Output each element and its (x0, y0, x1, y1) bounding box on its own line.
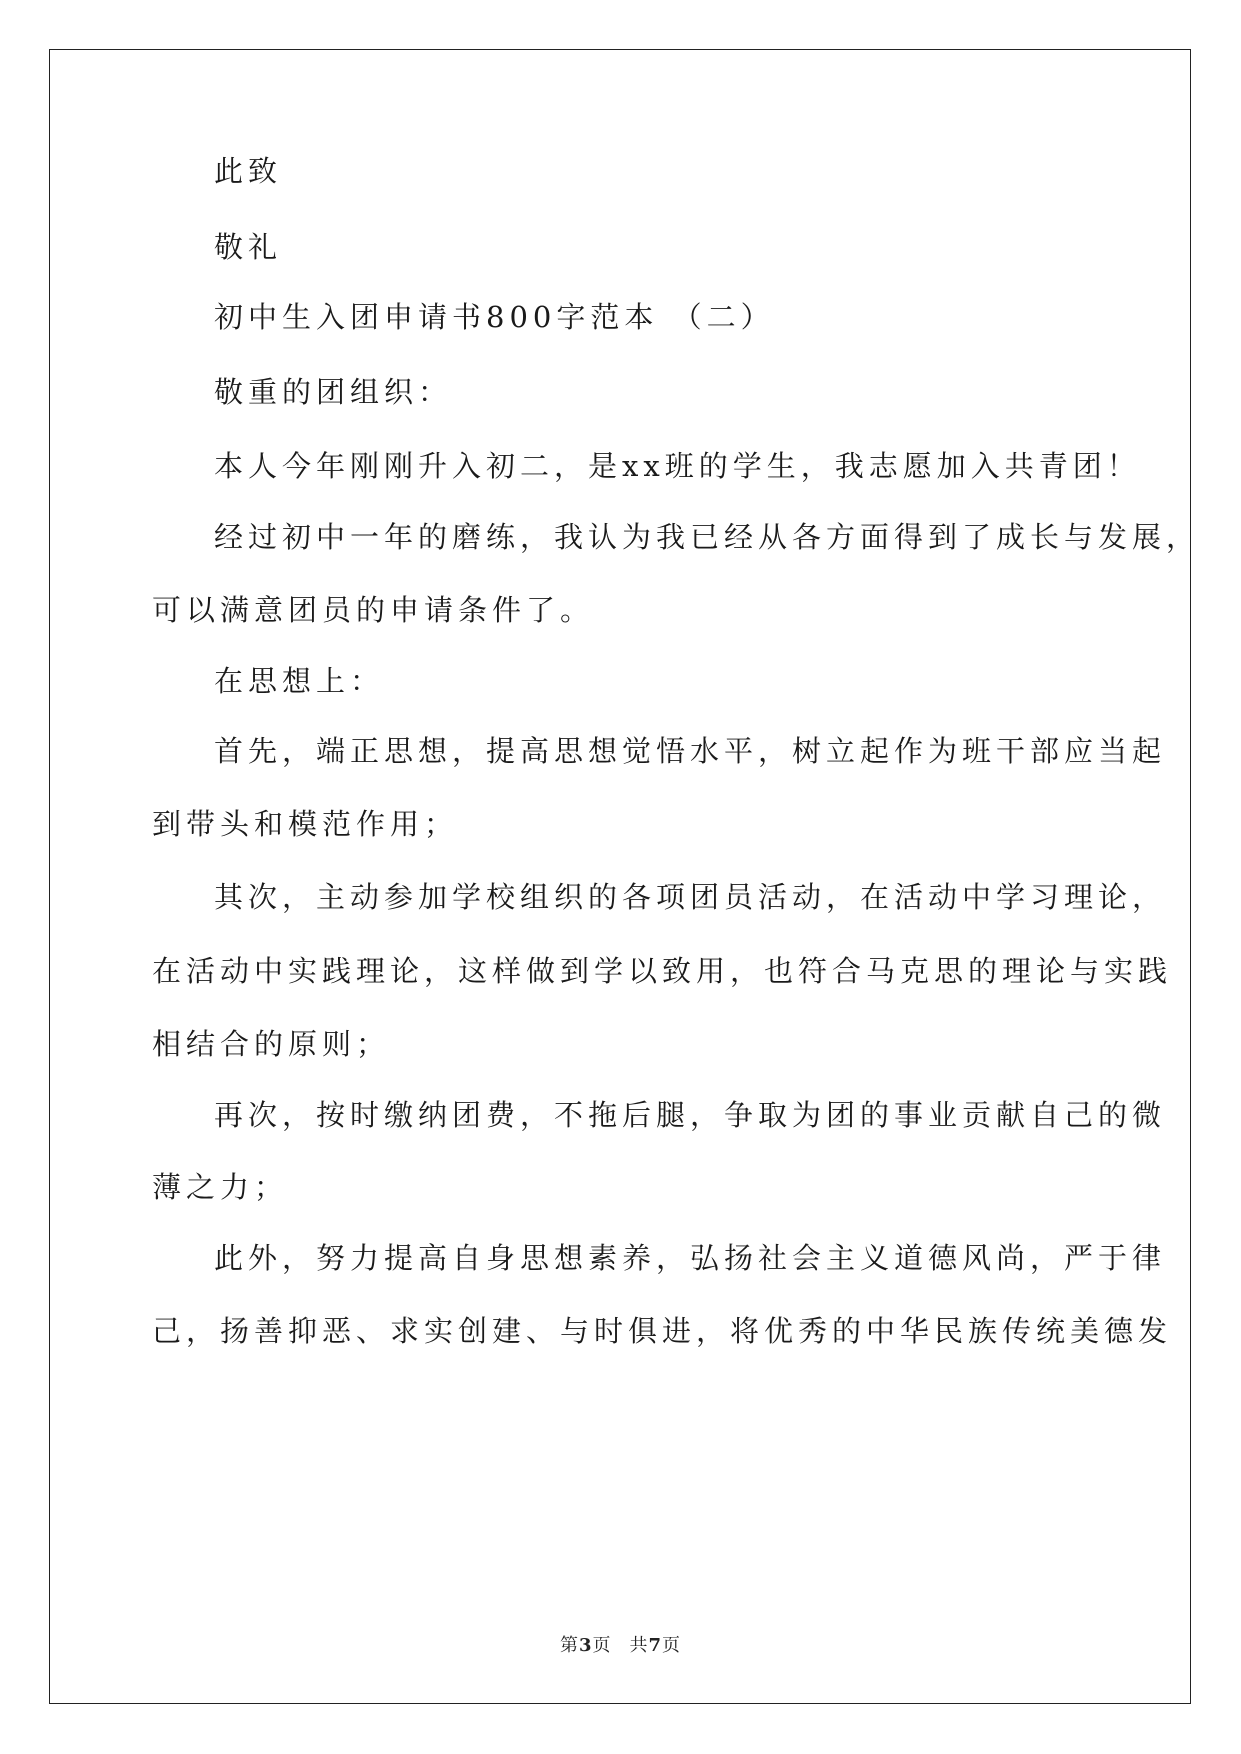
line-6: 经过初中一年的磨练，我认为我已经从各方面得到了成长与发展， (214, 520, 1201, 554)
line-10: 到带头和模范作用； (152, 807, 459, 841)
line-16: 此外，努力提高自身思想素养，弘扬社会主义道德风尚，严于律 (214, 1241, 1167, 1275)
line-15: 薄之力； (152, 1170, 289, 1204)
page-border (49, 49, 1191, 1704)
salutation: 敬重的团组织： (214, 375, 453, 409)
line-12: 在活动中实践理论，这样做到学以致用，也符合马克思的理论与实践 (152, 954, 1173, 988)
footer-page-mid: 页 (592, 1635, 612, 1656)
line-2: 敬礼 (214, 230, 283, 264)
footer-page-prefix: 第 (559, 1635, 579, 1656)
line-11: 其次，主动参加学校组织的各项团员活动，在活动中学习理论， (214, 880, 1167, 914)
line-1: 此致 (214, 154, 283, 188)
line-9: 首先，端正思想，提高思想觉悟水平，树立起作为班干部应当起 (214, 734, 1167, 768)
footer-page-total: 7 (648, 1635, 663, 1656)
page-footer (0, 1631, 1241, 1657)
section-title: 初中生入团申请书800字范本 （二） (214, 300, 775, 334)
line-14: 再次，按时缴纳团费，不拖后腿，争取为团的事业贡献自己的微 (214, 1098, 1167, 1132)
footer-total-prefix: 共 (629, 1635, 649, 1656)
line-13: 相结合的原则； (152, 1027, 391, 1061)
footer-total-suffix: 页 (662, 1635, 682, 1656)
line-7: 可以满意团员的申请条件了。 (152, 593, 595, 627)
line-17: 己，扬善抑恶、求实创建、与时俱进，将优秀的中华民族传统美德发 (152, 1314, 1173, 1348)
line-5: 本人今年刚刚升入初二，是xx班的学生，我志愿加入共青团！ (214, 449, 1141, 483)
line-8: 在思想上： (214, 664, 385, 698)
footer-page-current: 3 (578, 1635, 593, 1656)
